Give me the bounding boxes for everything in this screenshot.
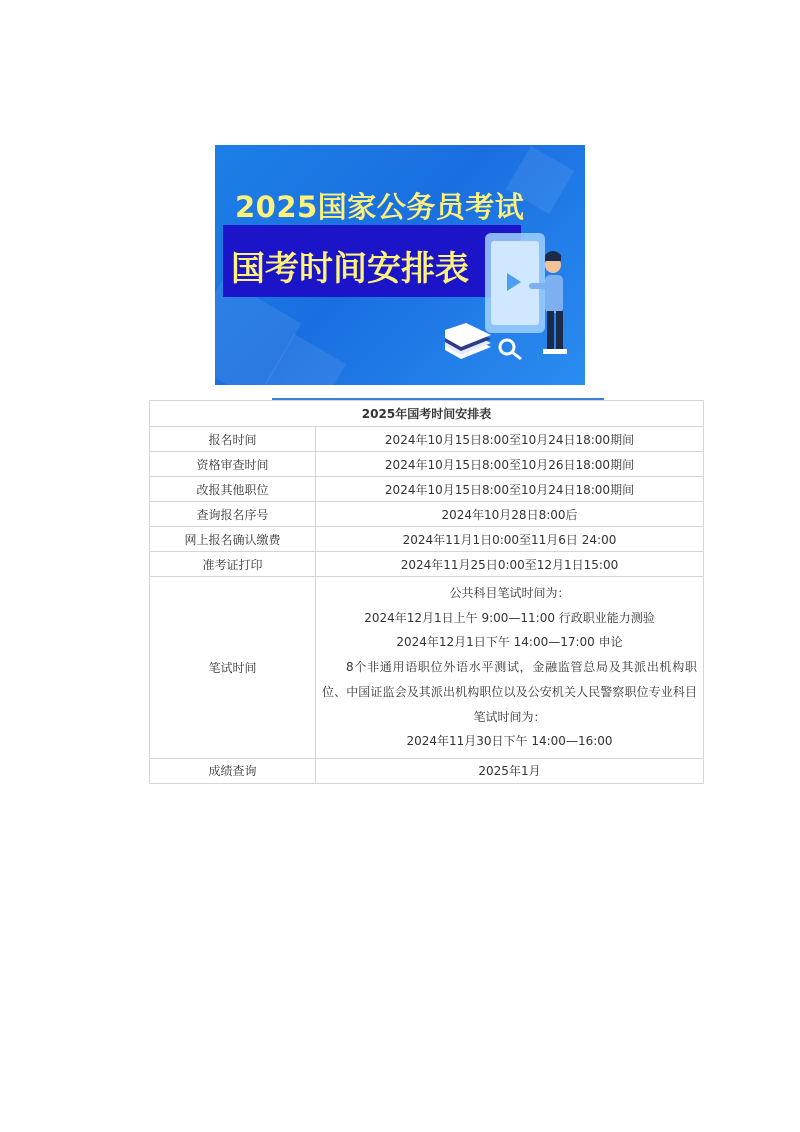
row-label: 准考证打印	[150, 552, 316, 577]
person-with-tablet-illustration	[445, 225, 580, 385]
row-value: 2024年10月15日8:00至10月24日18:00期间	[316, 477, 704, 502]
table-row-written-exam	[150, 577, 704, 759]
row-label: 网上报名确认缴费	[150, 527, 316, 552]
row-label: 成绩查询	[150, 758, 316, 783]
written-exam-line: 2024年12月1日下午 14:00—17:00 申论	[396, 635, 623, 650]
row-value: 2024年11月25日0:00至12月1日15:00	[316, 552, 704, 577]
written-exam-paragraph: 8个非通用语职位外语水平测试，金融监管总局及其派出机构职位、中国证监会及其派出机构职位以及公安机关人民警察职位专业科目笔试时间为：	[322, 660, 697, 724]
table-row	[150, 477, 704, 502]
row-value: 2025年1月	[316, 758, 704, 783]
banner-image	[215, 145, 585, 385]
row-label: 报名时间	[150, 427, 316, 452]
person-body	[545, 275, 563, 313]
row-label: 改报其他职位	[150, 477, 316, 502]
row-value: 2024年10月15日8:00至10月26日18:00期间	[316, 452, 704, 477]
banner-subtitle: 国考时间安排表	[231, 249, 469, 289]
row-label: 资格审查时间	[150, 452, 316, 477]
written-exam-line: 2024年12月1日上午 9:00—11:00 行政职业能力测验	[364, 610, 655, 625]
written-exam-line: 2024年11月30日下午 14:00—16:00	[406, 734, 613, 749]
written-exam-details	[316, 577, 704, 759]
table-row	[150, 758, 704, 783]
row-value: 2024年10月15日8:00至10月24日18:00期间	[316, 427, 704, 452]
table-row	[150, 452, 704, 477]
row-value: 2024年11月1日0:00至11月6日 24:00	[316, 527, 704, 552]
row-label: 查询报名序号	[150, 502, 316, 527]
table-row	[150, 527, 704, 552]
exam-schedule-table	[149, 400, 704, 784]
table-row	[150, 502, 704, 527]
banner-headline: 2025国家公务员考试	[235, 190, 525, 224]
table-caption: 2025年国考时间安排表	[150, 401, 704, 427]
table-row	[150, 552, 704, 577]
row-value: 2024年10月28日8:00后	[316, 502, 704, 527]
magnifier-icon	[500, 340, 521, 359]
books-icon	[445, 323, 491, 359]
table-row	[150, 427, 704, 452]
written-exam-line: 公共科目笔试时间为：	[449, 586, 570, 600]
row-label: 笔试时间	[150, 577, 316, 759]
